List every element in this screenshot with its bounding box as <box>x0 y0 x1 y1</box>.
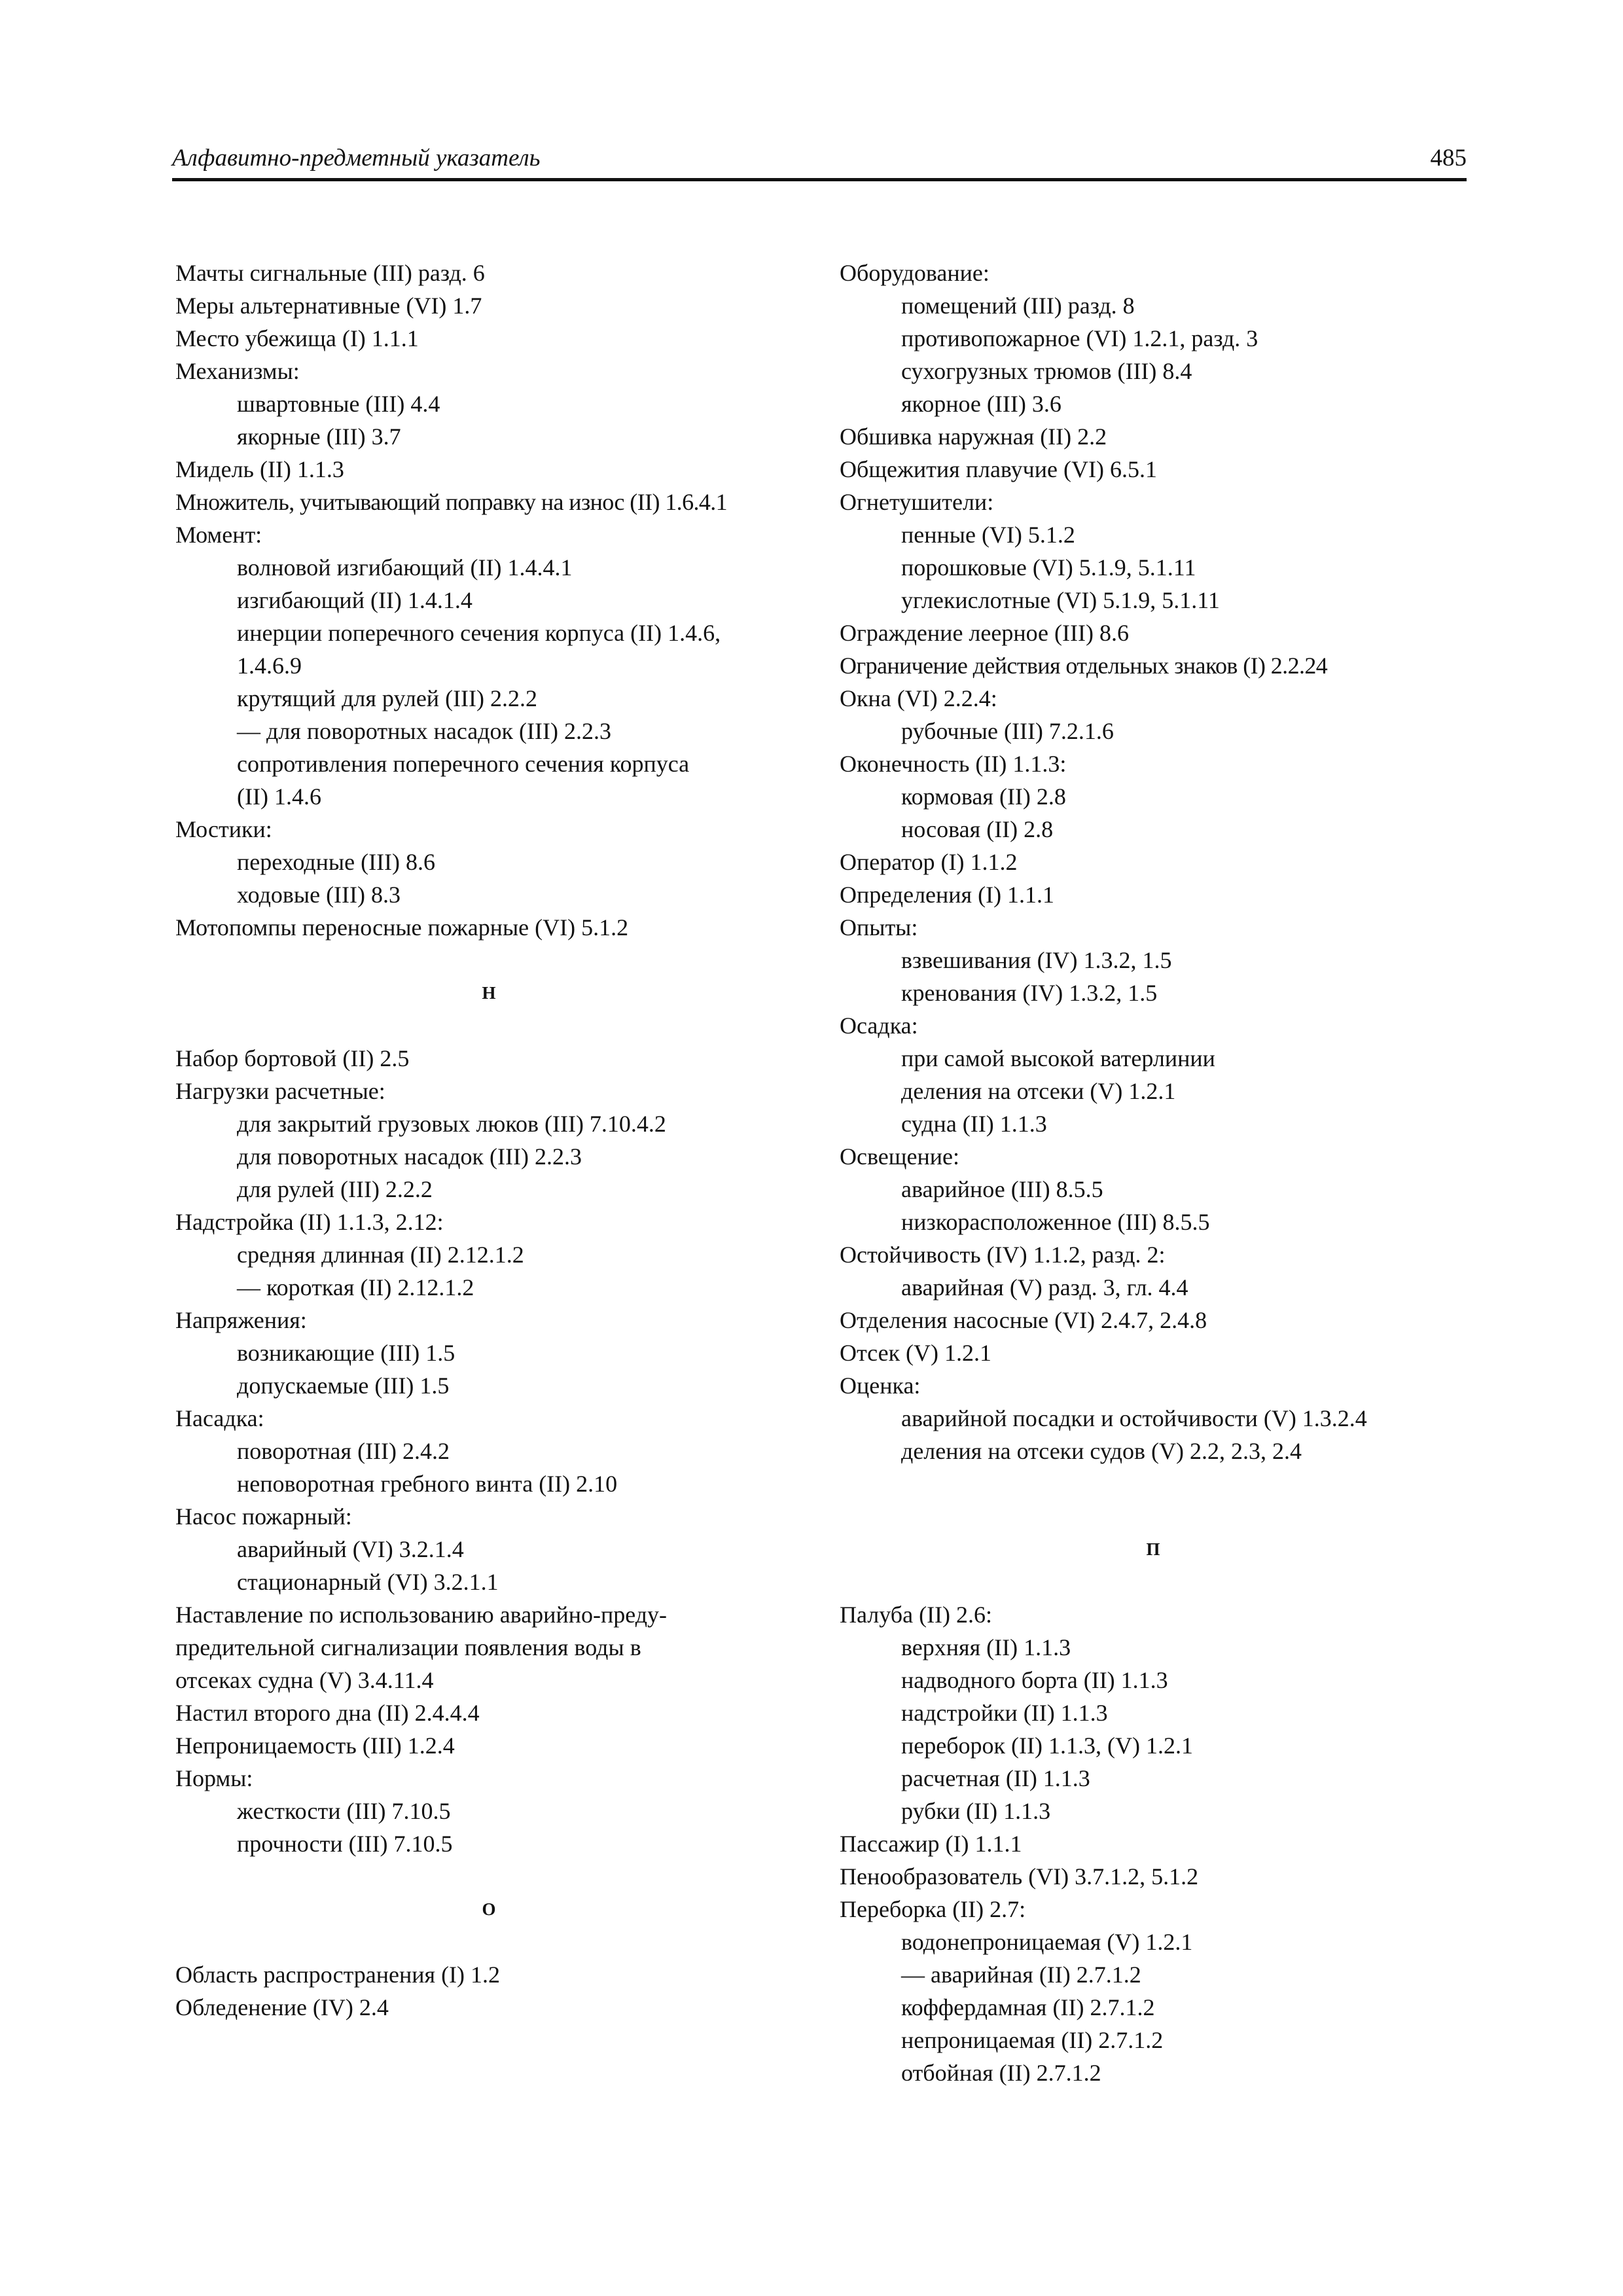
index-subentry: углекислотные (VI) 5.1.9, 5.1.11 <box>901 587 1220 613</box>
index-subentry: водонепроницаемая (V) 1.2.1 <box>901 1929 1193 1955</box>
index-entry: Освещение: <box>840 1143 959 1170</box>
section-letter-o: О <box>482 1899 496 1919</box>
index-subentry: надводного борта (II) 1.1.3 <box>901 1667 1168 1693</box>
index-subentry: коффердамная (II) 2.7.1.2 <box>901 1994 1155 2020</box>
index-subentry: для закрытий грузовых люков (III) 7.10.4.2 <box>237 1111 666 1137</box>
index-entry-multiline: отсеках судна (V) 3.4.11.4 <box>175 1667 434 1693</box>
index-subentry: отбойная (II) 2.7.1.2 <box>901 2060 1101 2086</box>
index-subentry: аварийная (V) разд. 3, гл. 4.4 <box>901 1274 1188 1300</box>
index-entry: Непроницаемость (III) 1.2.4 <box>175 1732 455 1759</box>
index-column-left <box>175 257 802 2024</box>
index-subentry: расчетная (II) 1.1.3 <box>901 1765 1090 1791</box>
index-subentry: швартовные (III) 4.4 <box>237 391 440 417</box>
index-entry: Огнетушители: <box>840 489 994 515</box>
index-entry: Оценка: <box>840 1372 921 1399</box>
index-subentry: аварийной посадки и остойчивости (V) 1.3.2.4 <box>901 1405 1367 1431</box>
index-entry: Окна (VI) 2.2.4: <box>840 685 997 711</box>
index-subentry: низкорасположенное (III) 8.5.5 <box>901 1209 1210 1235</box>
section-letter-n: Н <box>482 983 496 1003</box>
index-entry: Множитель, учитывающий поправку на износ (II) 1.6.4.1 <box>175 489 728 515</box>
header-title: Алфавитно-предметный указатель <box>172 145 541 171</box>
page-number: 485 <box>1430 145 1467 171</box>
index-subentry-continuation: (II) 1.4.6 <box>237 783 321 810</box>
index-subentry: рубочные (III) 7.2.1.6 <box>901 718 1114 744</box>
index-entry: Оператор (I) 1.1.2 <box>840 849 1018 875</box>
index-entry: Опыты: <box>840 914 918 941</box>
index-entry: Момент: <box>175 522 262 548</box>
index-entry: Мотопомпы переносные пожарные (VI) 5.1.2 <box>175 914 629 941</box>
index-subentry: — для поворотных насадок (III) 2.2.3 <box>237 718 611 744</box>
index-subentry: поворотная (III) 2.4.2 <box>237 1438 450 1464</box>
index-entry: Обшивка наружная (II) 2.2 <box>840 423 1107 450</box>
index-entry: Мостики: <box>175 816 272 842</box>
index-entry: Настил второго дна (II) 2.4.4.4 <box>175 1700 480 1726</box>
index-subentry: порошковые (VI) 5.1.9, 5.1.11 <box>901 554 1196 581</box>
index-entry: Насадка: <box>175 1405 264 1431</box>
index-subentry: носовая (II) 2.8 <box>901 816 1054 842</box>
index-subentry: крутящий для рулей (III) 2.2.2 <box>237 685 538 711</box>
index-subentry: надстройки (II) 1.1.3 <box>901 1700 1108 1726</box>
index-entry: Насос пожарный: <box>175 1503 352 1530</box>
index-subentry: переборок (II) 1.1.3, (V) 1.2.1 <box>901 1732 1193 1759</box>
index-entry: Оборудование: <box>840 260 990 286</box>
index-subentry: якорные (III) 3.7 <box>237 423 401 450</box>
index-subentry: — аварийная (II) 2.7.1.2 <box>901 1962 1141 1988</box>
index-subentry: деления на отсеки судов (V) 2.2, 2.3, 2.4 <box>901 1438 1302 1464</box>
index-entry-multiline: Наставление по использованию аварийно-преду- <box>175 1602 668 1628</box>
index-subentry: аварийное (III) 8.5.5 <box>901 1176 1103 1202</box>
index-subentry: непроницаемая (II) 2.7.1.2 <box>901 2027 1164 2053</box>
index-entry: Ограничение действия отдельных знаков (I) 2.2.24 <box>840 653 1328 679</box>
index-entry: Мачты сигнальные (III) разд. 6 <box>175 260 485 286</box>
index-subentry: инерции поперечного сечения корпуса (II) 1.4.6, <box>237 620 721 646</box>
index-subentry: неповоротная гребного винта (II) 2.10 <box>237 1471 618 1497</box>
index-entry: Палуба (II) 2.6: <box>840 1602 993 1628</box>
index-entry: Место убежища (I) 1.1.1 <box>175 325 419 351</box>
index-subentry: кренования (IV) 1.3.2, 1.5 <box>901 980 1158 1006</box>
index-subentry: рубки (II) 1.1.3 <box>901 1798 1051 1824</box>
index-subentry: пенные (VI) 5.1.2 <box>901 522 1075 548</box>
index-subentry: прочности (III) 7.10.5 <box>237 1831 453 1857</box>
index-subentry: для рулей (III) 2.2.2 <box>237 1176 433 1202</box>
section-letter-p: П <box>1146 1539 1160 1559</box>
index-entry: Определения (I) 1.1.1 <box>840 882 1055 908</box>
index-subentry: средняя длинная (II) 2.12.1.2 <box>237 1242 524 1268</box>
index-entry: Надстройка (II) 1.1.3, 2.12: <box>175 1209 444 1235</box>
index-entry: Механизмы: <box>175 358 300 384</box>
index-entry-multiline: предительной сигнализации появления воды в <box>175 1634 641 1660</box>
index-entry: Остойчивость (IV) 1.1.2, разд. 2: <box>840 1242 1166 1268</box>
index-subentry: аварийный (VI) 3.2.1.4 <box>237 1536 464 1562</box>
index-subentry: волновой изгибающий (II) 1.4.4.1 <box>237 554 573 581</box>
index-entry: Набор бортовой (II) 2.5 <box>175 1045 410 1071</box>
index-entry: Оконечность (II) 1.1.3: <box>840 751 1067 777</box>
index-subentry: кормовая (II) 2.8 <box>901 783 1066 810</box>
index-subentry: допускаемые (III) 1.5 <box>237 1372 450 1399</box>
page-header <box>172 143 1467 181</box>
index-entry: Отсек (V) 1.2.1 <box>840 1340 992 1366</box>
index-subentry: деления на отсеки (V) 1.2.1 <box>901 1078 1176 1104</box>
index-subentry: противопожарное (VI) 1.2.1, разд. 3 <box>901 325 1258 351</box>
index-subentry: при самой высокой ватерлинии <box>901 1045 1215 1071</box>
index-entry: Напряжения: <box>175 1307 307 1333</box>
index-subentry: взвешивания (IV) 1.3.2, 1.5 <box>901 947 1172 973</box>
index-subentry: стационарный (VI) 3.2.1.1 <box>237 1569 499 1595</box>
index-entry: Нормы: <box>175 1765 253 1791</box>
index-entry: Отделения насосные (VI) 2.4.7, 2.4.8 <box>840 1307 1207 1333</box>
index-column-right <box>840 257 1467 2089</box>
index-subentry: переходные (III) 8.6 <box>237 849 436 875</box>
index-subentry: сопротивления поперечного сечения корпуса <box>237 751 690 777</box>
index-subentry: помещений (III) разд. 8 <box>901 293 1135 319</box>
index-subentry: изгибающий (II) 1.4.1.4 <box>237 587 473 613</box>
index-entry: Меры альтернативные (VI) 1.7 <box>175 293 482 319</box>
index-entry: Обледенение (IV) 2.4 <box>175 1994 389 2020</box>
index-subentry: жесткости (III) 7.10.5 <box>237 1798 451 1824</box>
index-subentry: ходовые (III) 8.3 <box>237 882 401 908</box>
index-subentry-continuation: 1.4.6.9 <box>237 653 302 679</box>
index-entry: Ограждение леерное (III) 8.6 <box>840 620 1129 646</box>
index-entry: Пассажир (I) 1.1.1 <box>840 1831 1022 1857</box>
index-entry: Общежития плавучие (VI) 6.5.1 <box>840 456 1157 482</box>
index-subentry: для поворотных насадок (III) 2.2.3 <box>237 1143 582 1170</box>
index-entry: Область распространения (I) 1.2 <box>175 1962 501 1988</box>
index-entry: Осадка: <box>840 1013 918 1039</box>
index-subentry: возникающие (III) 1.5 <box>237 1340 455 1366</box>
index-subentry: якорное (III) 3.6 <box>901 391 1061 417</box>
index-entry: Нагрузки расчетные: <box>175 1078 385 1104</box>
index-subentry: верхняя (II) 1.1.3 <box>901 1634 1071 1660</box>
index-entry: Мидель (II) 1.1.3 <box>175 456 344 482</box>
index-subentry: судна (II) 1.1.3 <box>901 1111 1047 1137</box>
index-subentry: сухогрузных трюмов (III) 8.4 <box>901 358 1192 384</box>
index-entry: Пенообразователь (VI) 3.7.1.2, 5.1.2 <box>840 1863 1199 1890</box>
index-subentry: — короткая (II) 2.12.1.2 <box>237 1274 474 1300</box>
index-entry: Переборка (II) 2.7: <box>840 1896 1026 1922</box>
